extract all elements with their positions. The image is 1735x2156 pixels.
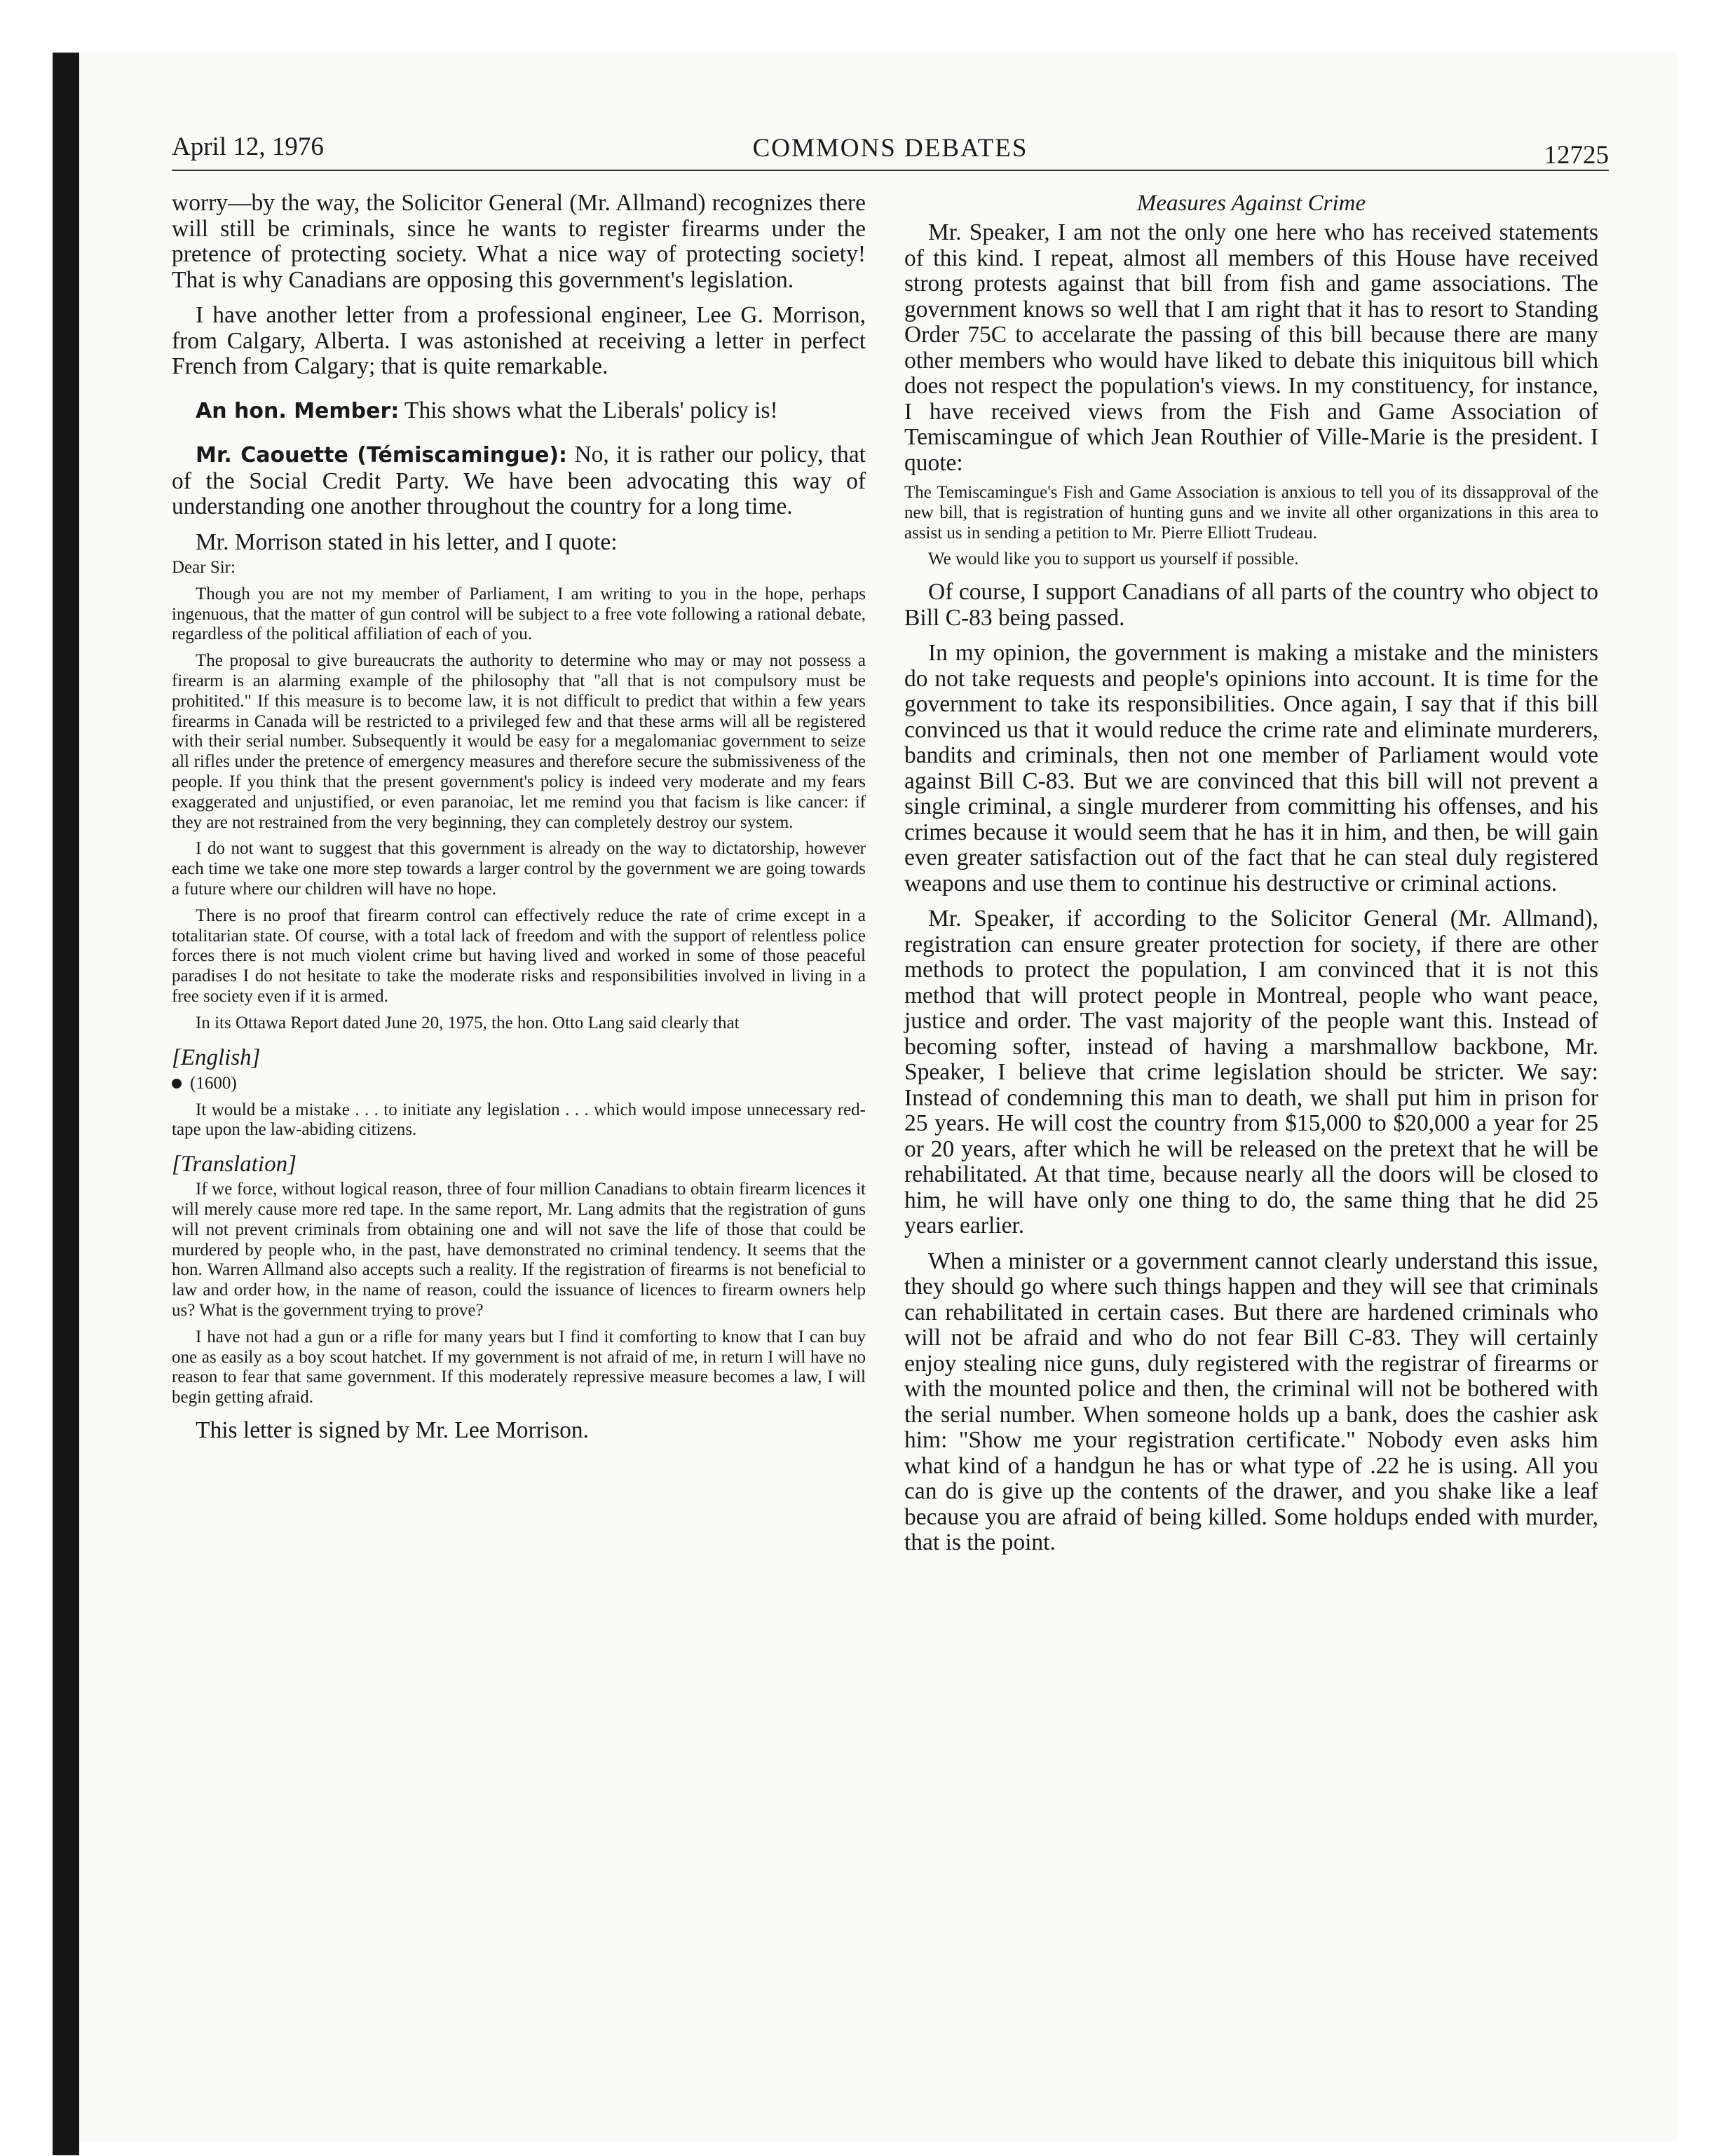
- quote-paragraph: I do not want to suggest that this government is already on the way to dictatorship, however each time we take one more step towards a larger control by the government we are going towards a future where our children will have no hope.: [172, 839, 866, 899]
- language-label: [English]: [172, 1044, 261, 1070]
- quote-paragraph: The proposal to give bureaucrats the authority to determine who may or may not possess a firearm is an alarming example of the philosophy that "all that is not compulsory must be prohitited." If this measure is to become law, it is not difficult to predict that within a few years firearms in Canada will be restricted to a privileged few and that these arms will all be registered with their serial number. Subsequently it would be easy for a megalomaniac government to seize all rifles under the pretence of emergency measures and therefore secure the submissiveness of the people. If you think that the present government's policy is indeed very moderate and my fears exaggerated and unjustified, or even paranoiac, let me remind you that facism is like cancer: if they are not restrained from the very beginning, they can completely destroy our system.: [172, 651, 866, 832]
- paragraph: Mr. Morrison stated in his letter, and I quote:: [196, 528, 618, 555]
- paragraph: worry—by the way, the Solicitor General (Mr. Allmand) recognizes there will still be criminals, since he wants to register firearms under the pretence of protecting society. What a nice way of protecting society! That is why Canadians are opposing this government's legislation.: [172, 190, 866, 293]
- quote-paragraph: We would like you to support us yourself if possible.: [928, 550, 1299, 569]
- paragraph: Of course, I support Canadians of all parts of the country who object to Bill C-83 being passed.: [904, 579, 1598, 631]
- paragraph: I have another letter from a professional engineer, Lee G. Morrison, from Calgary, Alberta. I was astonished at receiving a letter in perfect French from Calgary; that is quite remarkable.: [172, 302, 866, 379]
- quote-paragraph: In its Ottawa Report dated June 20, 1975, the hon. Otto Lang said clearly that: [196, 1013, 740, 1032]
- bullet-dot-icon: [172, 1079, 182, 1089]
- speech-text: This shows what the Liberals' policy is!: [399, 397, 778, 423]
- running-head: Measures Against Crime: [1136, 191, 1366, 216]
- paragraph: In my opinion, the government is making a mistake and the ministers do not take requests and people's opinions into account. It is time for the government to take its responsibilities. Once again, I say that if this bill convinced us that it would reduce the crime rate and eliminate murderers, bandits and criminals, then not one member of Parliament would vote against Bill C-83. But we are convinced that this bill will not prevent a single criminal, a single murderer from committing his offenses, and his crimes because it would seem that he has it in him, and then, be will gain even greater satisfaction out of the fact that he can steal duly registered weapons and use them to continue his destructive or criminal actions.: [904, 640, 1598, 896]
- quote-paragraph: If we force, without logical reason, three of four million Canadians to obtain firearm licences it will merely cause more red tape. In the same report, Mr. Lang admits that the registration of guns will not prevent criminals from obtaining one and will not save the life of those that could be murdered by people who, in the past, have demonstrated no criminal tendency. It seems that the hon. Warren Allmand also accepts such a reality. If the registration of firearms is not beneficial to law and order how, in the name of reason, could the issuance of licences to firearm owners help us? What is the government trying to prove?: [172, 1180, 866, 1320]
- quote-paragraph: The Temiscamingue's Fish and Game Association is anxious to tell you of its dissapproval of the new bill, that is registration of hunting guns and we invite all other organizations in this area to assist us in sending a petition to Mr. Pierre Elliott Trudeau.: [904, 483, 1598, 543]
- left-column: [172, 191, 866, 1443]
- right-column: [904, 191, 1598, 1556]
- header-rule: [172, 170, 1609, 171]
- quote-paragraph: I have not had a gun or a rifle for many years but I find it comforting to know that I can buy one as easily as a boy scout hatchet. If my government is not afraid of me, in return I will have no reason to fear that same government. If this moderately repressive measure becomes a law, I will begin getting afraid.: [172, 1327, 866, 1407]
- speaker-name: An hon. Member:: [196, 398, 400, 423]
- quote-salutation: Dear Sir:: [172, 558, 236, 577]
- quote-paragraph: Though you are not my member of Parliament, I am writing to you in the hope, perhaps ingenuous, that the matter of gun control will be subject to a free vote following a rational debate, regardless of the political affiliation of each of you.: [172, 584, 866, 644]
- time-marker-text: (1600): [190, 1073, 237, 1093]
- paragraph: Mr. Speaker, I am not the only one here who has received statements of this kind. I repeat, almost all members of this House have received strong protests against that bill from fish and game associations. The government knows so well that I am right that it has to resort to Standing Order 75C to accelarate the passing of this bill because there are many other members who would have liked to debate this iniquitous bill which does not respect the population's views. In my constituency, for instance, I have received views from the Fish and Game Association of Temiscamingue of which Jean Routhier of Ville-Marie is the president. I quote:: [904, 219, 1598, 476]
- header-page-number: 12725: [1544, 141, 1609, 170]
- time-marker: [172, 1073, 866, 1094]
- paragraph: This letter is signed by Mr. Lee Morrison.: [196, 1417, 590, 1443]
- paragraph: Mr. Speaker, if according to the Solicitor General (Mr. Allmand), registration can ensure greater protection for society, if there are other methods to protect the population, I am convinced that it is not this method that will protect people in Montreal, people who want peace, justice and order. The vast majority of the people want this. Instead of becoming softer, instead of having a marshmallow backbone, Mr. Speaker, I believe that crime legislation should be stricter. We say: Instead of condemning this man to death, we shall put him in prison for 25 years. He will cost the country from $15,000 to $20,000 a year for 25 or 20 years, after which he will be released on the pretext that he will be rehabilitated. At that time, because nearly all the doors will be closed to him, he will have only one thing to do, the same thing that he did 25 years earlier.: [904, 906, 1598, 1239]
- header-title: COMMONS DEBATES: [752, 134, 1028, 163]
- scan-edge-shadow: [53, 53, 79, 2155]
- speaker-name: Mr. Caouette (Témiscamingue):: [196, 443, 568, 468]
- speech-text: No, it is rather our policy, that of the Social Credit Party. We have been advocating this way of understanding one another throughout the country for a long time.: [172, 442, 866, 519]
- speech-paragraph: [172, 442, 866, 520]
- page-header: [172, 132, 1609, 171]
- header-date: April 12, 1976: [172, 132, 324, 161]
- speech-paragraph: [172, 398, 866, 425]
- paragraph: When a minister or a government cannot clearly understand this issue, they should go where such things happen and they will see that criminals can rehabilitated in certain cases. But there are hardened criminals who will not be afraid and who do not fear Bill C-83. They will certainly enjoy stealing nice guns, duly registered with the registrar of firearms or with the mounted police and then, the criminal will not be bothered with the serial number. When someone holds up a bank, does the cashier ask him: "Show me your registration certificate." Nobody even asks him what kind of a handgun he has or what type of .22 he is using. All you can do is give up the contents of the drawer, and you shake like a leaf because you are afraid of being killed. Some holdups ended with murder, that is the point.: [904, 1248, 1598, 1556]
- language-label: [Translation]: [172, 1152, 297, 1178]
- quote-paragraph: It would be a mistake . . . to initiate any legislation . . . which would impose unnecessary red-tape upon the law-abiding citizens.: [172, 1100, 866, 1140]
- quote-paragraph: There is no proof that firearm control can effectively reduce the rate of crime except in a totalitarian state. Of course, with a total lack of freedom and with the support of relentless police forces there is not much violent crime but having lived and worked in some of those peaceful paradises I do not hesitate to take the moderate risks and responsibilities involved in living in a free society even if it is armed.: [172, 906, 866, 1006]
